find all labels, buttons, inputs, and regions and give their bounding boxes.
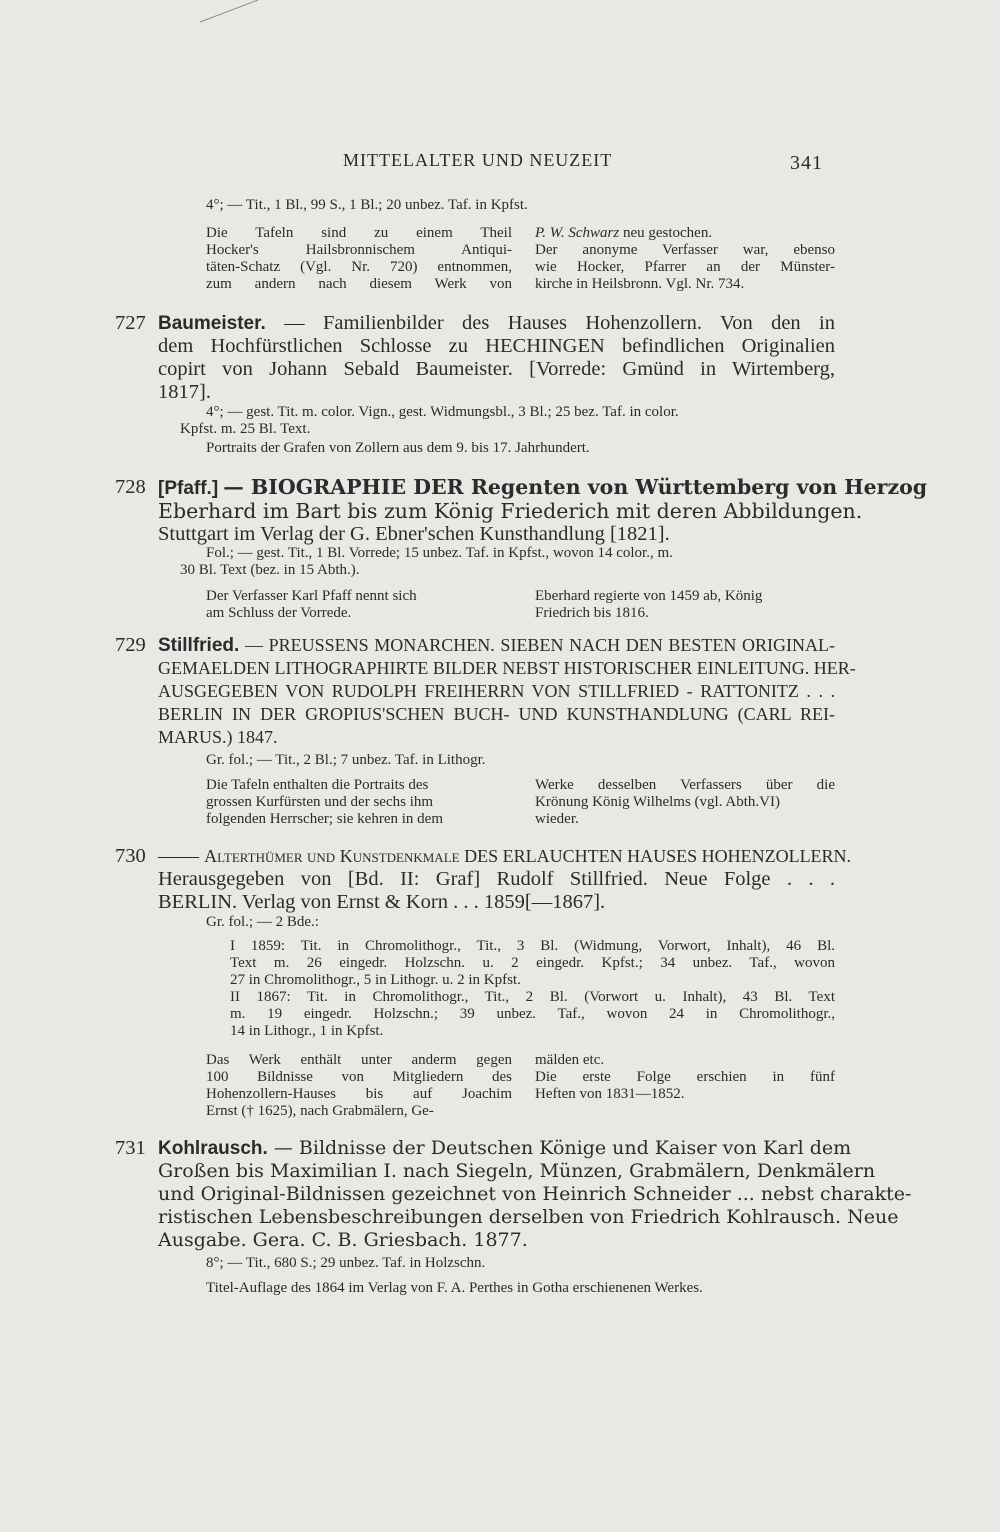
entry-number: 730 [115,845,146,867]
entry-author: Baumeister. [158,313,266,334]
running-title: MITTELALTER UND NEUZEIT [343,150,613,170]
scan-mark [200,0,260,24]
entry-number: 727 [115,312,146,334]
book-page: MITTELALTER UND NEUZEIT 341 4°; — Tit., 1 Bl., 99 S., 1 Bl.; 20 unbez. Taf. in Kpfst. Die Tafeln sind zu einem Theil Hocker's Hailsbronnischem Antiqui- täten-Schatz (Vgl. Nr. 720) entnommen, zum andern nach diesem Werk von P. W. Schwarz neu gestochen. Der anonyme Verfasser war, ebenso wie Hocker, Pfarrer an der Münster- kirche in Heilsbronn. Vgl. Nr. 734. 727 Baumeister. — Familienbilder des Hauses Hohenzollern. Von den in dem Hochfürstlichen Schlosse zu HECHINGEN befindlichen Originalien copirt von Johann Sebald Baumeister. [Vorrede: Gmünd in Wirtemberg, 1817]. 4°; — gest. Tit. m. color. Vign., gest. Widmungsbl., 3 Bl.; 25 bez. Taf. in color. Kpfst. m. 25 Bl. Text. Portraits der Grafen von Zollern aus dem 9. bis 17. Jahrhundert. 728 [Pfaff.] — BIOGRAPHIE DER Regenten von Württemberg von Herzog Eberhard im Bart bis zum König Friederich mit deren Abbildungen. Stuttgart im Verlag der G. Ebner'schen Kunsthandlung [1821]. Fol.; — gest. Tit., 1 Bl. Vorrede; 15 unbez. Taf. in Kpfst., wovon 14 color., m. 30 Bl. Text (bez. in 15 Abth.). Der Verfasser Karl Pfaff nennt sich am Schluss der Vorrede. Eberhard regierte von 1459 ab, König Friedrich bis 1816. 729 Stillfried. — PREUSSENS MONARCHEN. SIEBEN NACH DEN BESTEN ORIGINAL- GEMAELDEN LITHOGRAPHIRTE BILDER NEBST HISTORISCHER EINLEITUNG. HER- AUSGEGEBEN VON RUDOLPH FREIHERRN VON STILLFRIED - RATTONITZ . . . BERLIN IN DER GROPIUS'SCHEN BUCH- UND KUNSTHANDLUNG (CARL REI- MARUS.) 1847. Gr. fol.; — Tit., 2 Bl.; 7 unbez. Taf. in Lithogr. Die Tafeln enthalten die Portraits des grossen Kurfürsten und der sechs ihm folgenden Herrscher; sie kehren in dem Werke desselben Verfassers über die Krönung König Wilhelms (vgl. Abth.VI) wieder. 730 —— Alterthümer und Kunstdenkmale DES ERLAUCHTEN HAUSES HOHENZOLLERN. Herausgegeben von [Bd. II: Graf] Rudolf Stillfried. Neue Folge . . . BERLIN. Verlag von Ernst & Korn . . . 1859[—1867]. Gr. fol.; — 2 Bde.: I 1859: Tit. in Chromolithogr., Tit., 3 Bl. (Widmung, Vorwort, Inhalt), 46 Bl. Text m. 26 eingedr. Holzschn. u. 2 eingedr. Kpfst.; 34 unbez. Taf., wovon 27 in Chromolithogr., 5 in Lithogr. u. 2 in Kpfst. II 1867: Tit. in Chromolithogr., Tit., 2 Bl. (Vorwort u. Inhalt), 43 Bl. Text m. 19 eingedr. Holzschn.; 39 unbez. Taf., wovon 24 in Chromolithogr., 14 in Lithogr., 1 in Kpfst. Das Werk enthält unter anderm gegen 100 Bildnisse von Mitgliedern des Hohenzollern-Hauses bis auf Joachim Ernst († 1625), nach Grabmälern, Ge- mälden etc. Die erste Folge erschien in fünf Heften von 1831—1852. 731 Kohlrausch. — Bildnisse der Deutschen Könige und Kaiser von Karl dem Großen bis Maximilian I. nach Siegeln, Münzen, Grabmälern, Denkmälern und Original-Bildnissen gezeichnet von Heinrich Schneider ... nebst charakte- ristischen Lebensbeschreibungen derselben von Friedrich Kohlrausch. Neue Ausgabe. Gera. C. B. Griesbach. 1877. 8°; — Tit., 680 S.; 29 unbez. Taf. in Holzschn. Titel-Auflage des 1864 im Verlag von F. A. Perthes in Gotha erschienenen Werkes. [0,0,1000,1532]
page-number: 341 [790,152,823,174]
entry-number: 731 [115,1137,146,1159]
entry-number: 728 [115,476,146,498]
entry-author: Kohlrausch. [158,1138,268,1159]
entry-author: [Pfaff.] [158,478,219,499]
entry-number: 729 [115,634,146,656]
entry-author: —— [158,845,199,867]
entry-author: Stillfried. [158,635,240,656]
